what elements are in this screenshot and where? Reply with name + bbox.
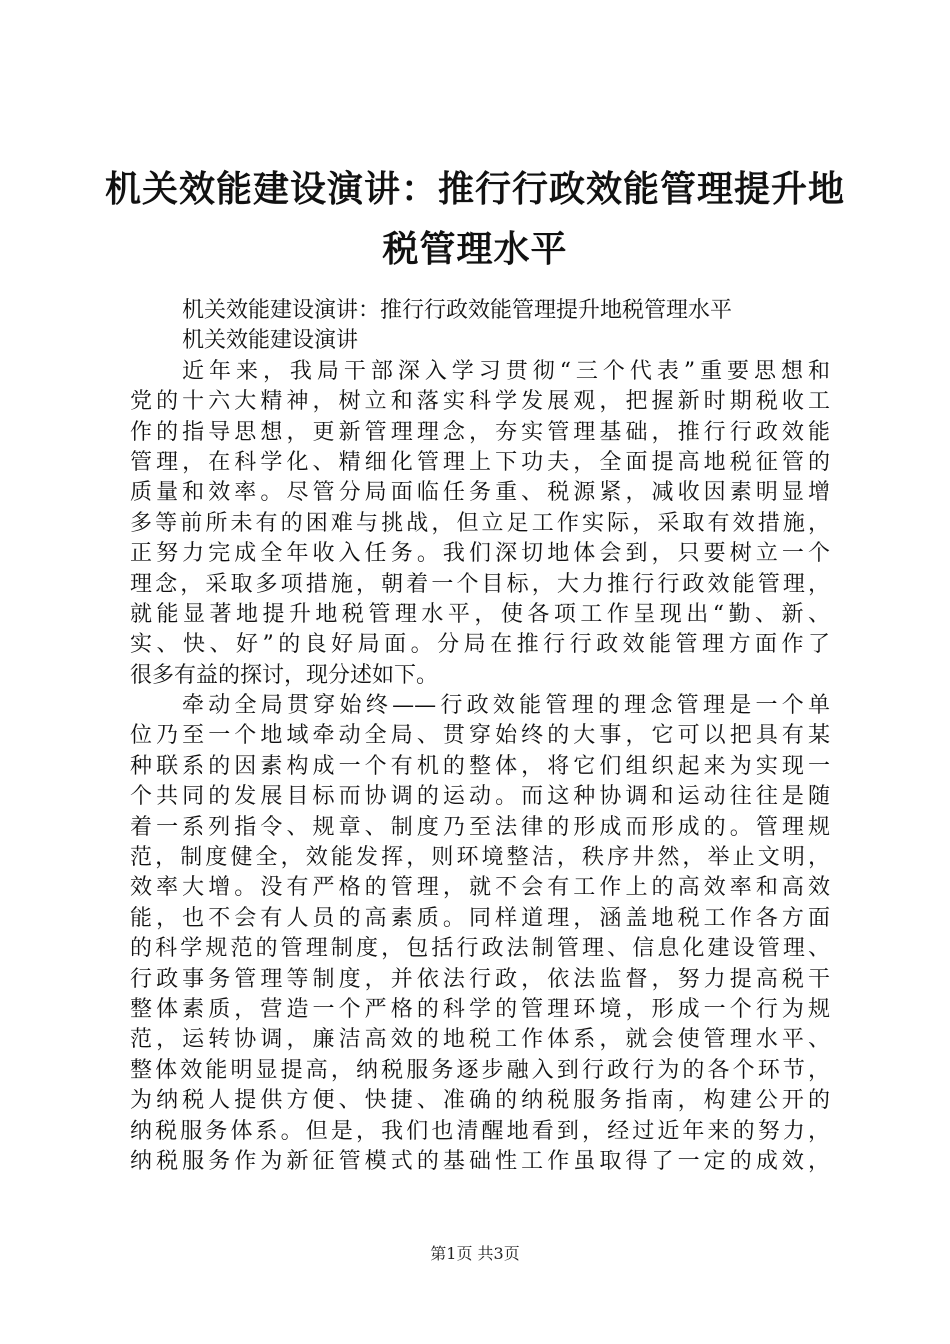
body-line: 纳税服务作为新征管模式的基础性工作虽取得了一定的成效， bbox=[130, 1148, 830, 1174]
body-line: 整体素质，营造一个严格的科学的管理环境，形成一个行为规 bbox=[130, 996, 830, 1022]
body-line: 种联系的因素构成一个有机的整体，将它们组织起来为实现一 bbox=[130, 753, 830, 779]
document-body bbox=[130, 296, 830, 1177]
body-line: 个共同的发展目标而协调的运动。而这种协调和运动往往是随 bbox=[130, 784, 830, 810]
body-line: 着一系列指令、规章、制度乃至法律的形成而形成的。管理规 bbox=[130, 814, 830, 840]
body-line: 机关效能建设演讲 bbox=[182, 328, 359, 354]
body-line: 就能显著地提升地税管理水平，使各项工作呈现出“勤、新、 bbox=[130, 601, 830, 627]
body-line: 效率大增。没有严格的管理，就不会有工作上的高效率和高效 bbox=[130, 875, 830, 901]
body-line: 质量和效率。尽管分局面临任务重、税源紧，减收因素明显增 bbox=[130, 480, 830, 506]
body-line: 能，也不会有人员的高素质。同样道理，涵盖地税工作各方面 bbox=[130, 905, 830, 931]
body-line: 机关效能建设演讲：推行行政效能管理提升地税管理水平 bbox=[182, 298, 733, 323]
body-line: 范，运转协调，廉洁高效的地税工作体系，就会使管理水平、 bbox=[130, 1027, 830, 1053]
title-line-1: 机关效能建设演讲：推行行政效能管理提升地 bbox=[104, 169, 845, 210]
title-line-2: 税管理水平 bbox=[382, 229, 568, 270]
body-line: 理念，采取多项措施，朝着一个目标，大力推行行政效能管理， bbox=[130, 571, 830, 597]
body-line: 管理，在科学化、精细化管理上下功夫，全面提高地税征管的 bbox=[130, 449, 830, 475]
body-line: 牵动全局贯穿始终——行政效能管理的理念管理是一个单 bbox=[182, 693, 830, 719]
body-line: 近年来，我局干部深入学习贯彻“三个代表”重要思想和 bbox=[182, 358, 830, 384]
body-line: 行政事务管理等制度，并依法行政，依法监督，努力提高税干 bbox=[130, 966, 830, 992]
body-line: 整体效能明显提高，纳税服务逐步融入到行政行为的各个环节， bbox=[130, 1057, 830, 1083]
body-line: 很多有益的探讨，现分述如下。 bbox=[130, 662, 439, 688]
body-line: 实、快、好”的良好局面。分局在推行行政效能管理方面作了 bbox=[130, 632, 830, 658]
body-line: 党的十六大精神，树立和落实科学发展观，把握新时期税收工 bbox=[130, 389, 830, 415]
body-line: 纳税服务体系。但是，我们也清醒地看到，经过近年来的努力， bbox=[130, 1118, 830, 1144]
body-line: 多等前所未有的困难与挑战，但立足工作实际，采取有效措施， bbox=[130, 510, 830, 536]
body-line: 位乃至一个地域牵动全局、贯穿始终的大事，它可以把具有某 bbox=[130, 723, 830, 749]
body-line: 为纳税人提供方便、快捷、准确的纳税服务指南，构建公开的 bbox=[130, 1088, 830, 1114]
body-line: 范，制度健全，效能发挥，则环境整洁，秩序井然，举止文明， bbox=[130, 845, 830, 871]
body-line: 正努力完成全年收入任务。我们深切地体会到，只要树立一个 bbox=[130, 541, 830, 567]
body-line: 的科学规范的管理制度，包括行政法制管理、信息化建设管理、 bbox=[130, 936, 830, 962]
body-line: 作的指导思想，更新管理理念，夯实管理基础，推行行政效能 bbox=[130, 419, 830, 445]
document-title bbox=[100, 160, 850, 280]
page-footer: 第1页 共3页 bbox=[430, 1244, 520, 1263]
